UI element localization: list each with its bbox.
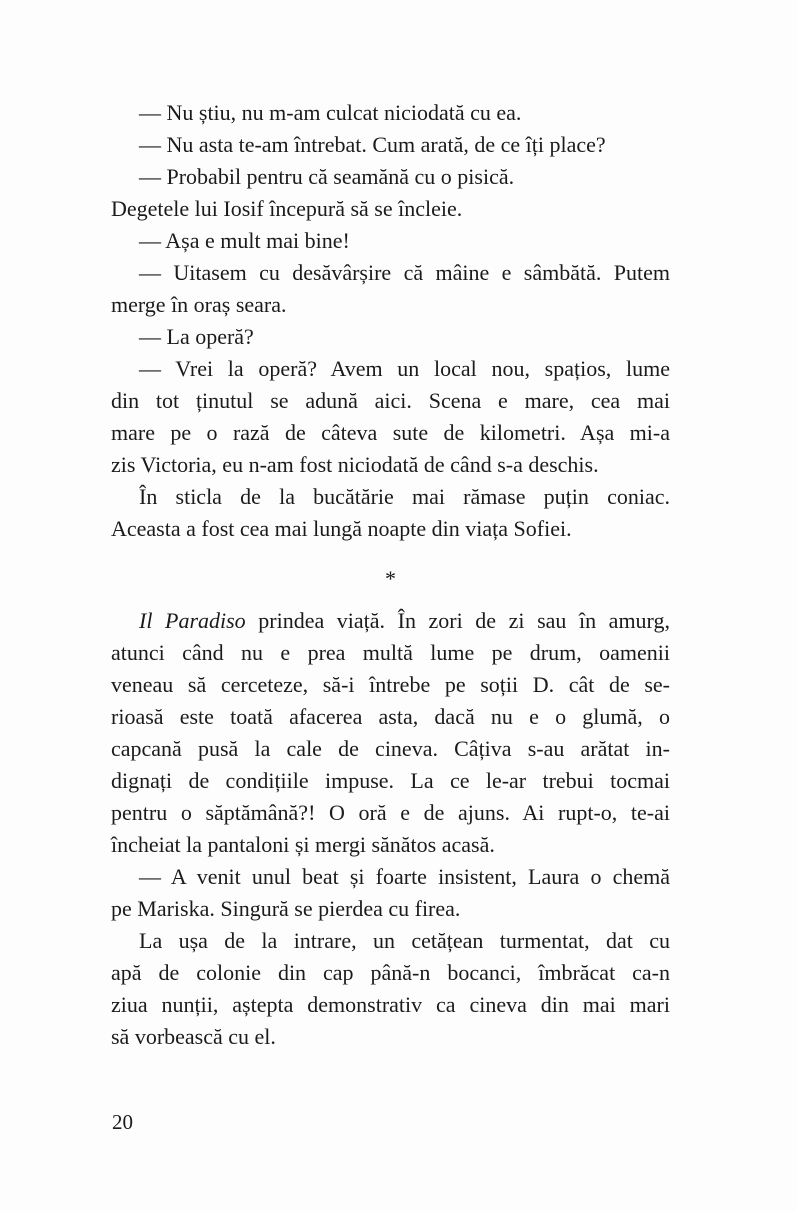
text-line: pentru o săptămână?! O oră e de ajuns. Ai rupt-o, te-ai: [111, 800, 670, 825]
text-line: ziua nunții, aștepta demonstrativ ca cineva din mai mari: [111, 992, 670, 1017]
paragraph-narrative: [111, 925, 670, 1053]
text-line: rioasă este toată afacerea asta, dacă nu e o glumă, o: [111, 704, 670, 729]
text-line: dignați de condițiile impuse. La ce le-ar trebui tocmai: [111, 768, 670, 793]
text-line: — A venit unul beat și foarte insistent, Laura o chemă: [139, 864, 670, 889]
text-line: La ușa de la intrare, un cetățean turmentat, dat cu: [139, 928, 670, 953]
paragraph-dialogue: [111, 161, 670, 193]
paragraph-dialogue: [111, 353, 670, 481]
text-line: — Nu știu, nu m-am culcat niciodată cu ea.: [139, 100, 522, 125]
paragraph-dialogue: [111, 321, 670, 353]
text-line: Aceasta a fost cea mai lungă noapte din viața Sofiei.: [111, 516, 572, 541]
text-line: — Așa e mult mai bine!: [139, 228, 350, 253]
page-number: 20: [112, 1110, 133, 1134]
paragraph-narrative: [111, 605, 670, 861]
paragraph-dialogue: [111, 257, 670, 321]
text-line: atunci când nu e prea multă lume pe drum, oamenii: [111, 640, 670, 665]
text-line: încheiat la pantaloni și mergi sănătos acasă.: [111, 832, 495, 857]
paragraph-narrative: [111, 481, 670, 545]
text-line: veneau să cerceteze, să-i întrebe pe soții D. cât de se-: [111, 672, 670, 697]
paragraph-dialogue: [111, 861, 670, 925]
text-line: — Vrei la operă? Avem un local nou, spațios, lume: [139, 356, 670, 381]
paragraph-narrative: [111, 193, 670, 225]
text-line: — Nu asta te-am întrebat. Cum arată, de ce îți place?: [139, 132, 606, 157]
text-block: [111, 97, 670, 1053]
text-line: din tot ținutul se adună aici. Scena e mare, cea mai: [111, 388, 670, 413]
text-line: să vorbească cu el.: [111, 1024, 276, 1049]
text-line: — La operă?: [139, 324, 254, 349]
text-line: Degetele lui Iosif începură să se încleie.: [111, 196, 463, 221]
paragraph-dialogue: [111, 97, 670, 129]
text-line: [111, 605, 670, 637]
text-line: — Uitasem cu desăvârșire că mâine e sâmbătă. Putem: [139, 260, 670, 285]
text-line: În sticla de la bucătărie mai rămase puțin coniac.: [139, 484, 670, 509]
regular-text: prindea viață. În zori de zi sau în amurg,: [245, 608, 670, 633]
text-line: mare pe o rază de câteva sute de kilometri. Așa mi-a: [111, 420, 670, 445]
paragraph-dialogue: [111, 129, 670, 161]
text-line: zis Victoria, eu n-am fost niciodată de când s-a deschis.: [111, 452, 599, 477]
section-break: *: [385, 566, 396, 591]
text-line: pe Mariska. Singură se pierdea cu firea.: [111, 896, 461, 921]
text-line: capcană pusă la cale de cineva. Câțiva s-au arătat in-: [111, 736, 670, 761]
paragraph-dialogue: [111, 225, 670, 257]
text-line: apă de colonie din cap până-n bocanci, îmbrăcat ca-n: [111, 960, 670, 985]
text-line: — Probabil pentru că seamănă cu o pisică.: [139, 164, 515, 189]
text-line: merge în oraș seara.: [111, 292, 287, 317]
italic-text: Il Paradiso: [139, 608, 246, 633]
